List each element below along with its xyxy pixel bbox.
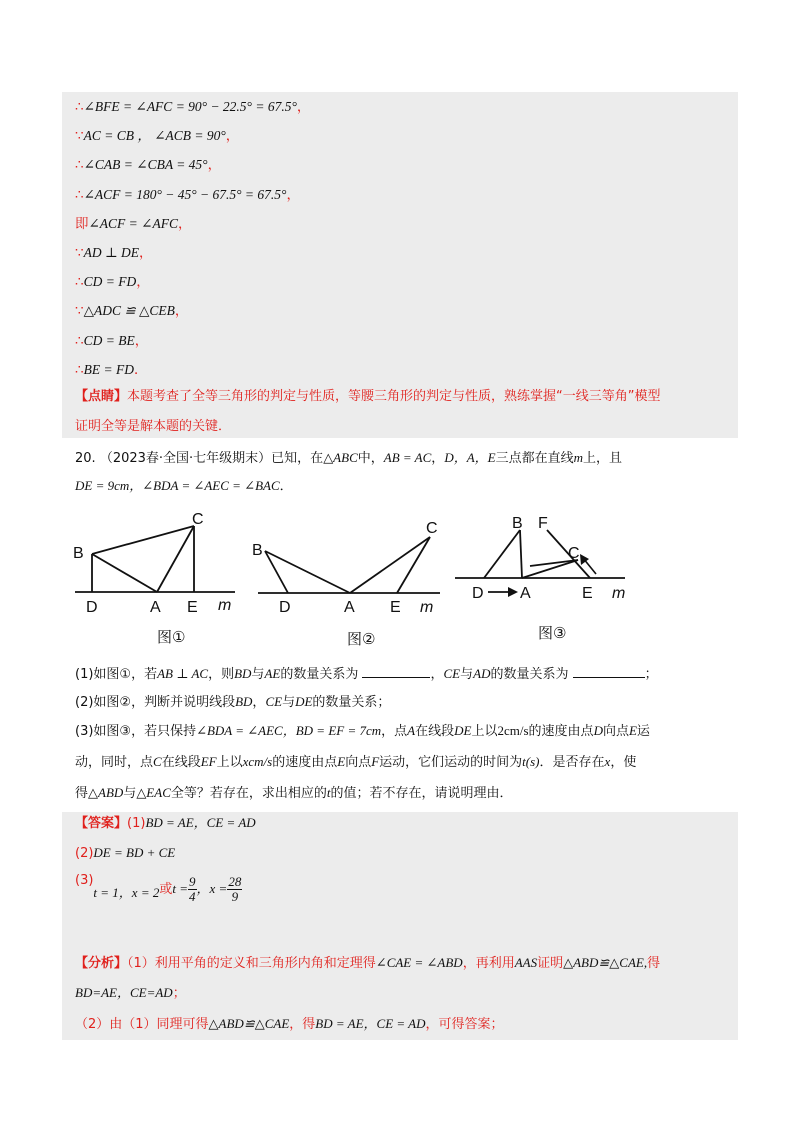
p3-l3-a: 得 (75, 786, 89, 801)
p1-text-b: ，则 (208, 667, 235, 682)
solution-expression: ∠ACF = ∠AFC (88, 215, 178, 231)
p3-l3-t: t (326, 785, 331, 800)
fig3-label-m: m (612, 585, 626, 602)
analysis-l1-expr: ∠CAE = ∠ABD (375, 955, 463, 970)
answer-1: BD = AE，CE = AD (145, 815, 256, 830)
question-conditions: DE = 9cm，∠BDA = ∠AEC = ∠BAC (75, 478, 280, 493)
solution-expression: CD = FD (83, 274, 137, 290)
solution-symbol: ∴ (75, 186, 84, 203)
solution-expression: AC = CB ， ∠ACB = 90° (83, 128, 226, 144)
solution-symbol: 即 (75, 215, 89, 232)
solution-punct: ， (136, 274, 150, 291)
solution-symbol: ∴ (75, 157, 84, 174)
p1-ae: AE (264, 666, 281, 681)
answer-3-x-den: 9 (231, 889, 239, 904)
p3-l1-a: (3)如图③，若只保持 (75, 724, 197, 739)
p3-l1-b: ，点 (381, 724, 408, 739)
p3-l3-t1: △ABD (88, 785, 124, 800)
fig3-label-A: A (520, 585, 531, 602)
fig1-label-C: C (192, 511, 204, 528)
p2-text-d: 的数量关系； (312, 695, 391, 710)
p3-l3-c: 全等？若存在，求出相应的 (170, 786, 327, 801)
analysis-l2-expr: BD=AE，CE=AD (75, 985, 173, 1000)
solution-line (75, 273, 150, 291)
p1-text-a: (1)如图①，若 (75, 667, 158, 682)
answer-2-num: (2) (75, 846, 94, 861)
solution-expression: BE = FD (83, 361, 134, 377)
solution-expression: AD ⊥ DE (83, 245, 140, 260)
analysis-l1-b: ，再利用 (462, 956, 515, 971)
question-line-2 (75, 476, 293, 497)
question-cond: AB = AC (383, 450, 432, 465)
analysis-l1-a: （1）利用平角的定义和三角形内角和定理得 (127, 956, 376, 971)
question-number: 20. (75, 451, 96, 466)
p3-l1-e: 的速度由点 (528, 724, 594, 739)
fig1-label-m: m (218, 597, 232, 614)
p1-cond: AB ⊥ AC (157, 666, 209, 681)
p3-l2-EF: EF (200, 754, 217, 769)
answer-line-2 (75, 844, 175, 863)
fig2-label-D: D (279, 599, 291, 615)
p3-l1-g: 运 (636, 724, 650, 739)
p3-l1-D: D (593, 723, 603, 738)
question-points: D，A，E (444, 450, 496, 465)
p2-ce: CE (265, 694, 283, 709)
part-3-line-2 (75, 752, 636, 773)
question-text-b: ， (431, 451, 445, 466)
answer-line-3 (75, 872, 242, 906)
p3-l1-A: A (407, 723, 416, 738)
solution-symbol: ∴ (75, 274, 84, 291)
solution-line (75, 186, 300, 204)
p3-l1-c: 在线段 (415, 724, 455, 739)
p3-l1-expr: ∠BDA = ∠AEC，BD = EF = 7cm (196, 723, 382, 738)
p3-l2-speed: xcm/s (242, 754, 273, 769)
solution-line (75, 127, 239, 145)
p3-l2-C: C (153, 754, 162, 769)
solution-line (75, 332, 148, 350)
p2-de: DE (295, 694, 313, 709)
answer-tag: 【答案】 (75, 816, 128, 831)
p3-l2-h: ，使 (610, 755, 637, 770)
question-text-c: 三点都在直线 (495, 451, 574, 466)
question-line-1 (75, 448, 622, 469)
solution-symbol: ∵ (75, 303, 84, 320)
solution-expression: △ADC ≌ △CEB (83, 303, 175, 319)
fig3-label-C: C (568, 545, 580, 562)
p3-l3-d: 的值；若不存在，请说明理由． (330, 786, 513, 801)
answer-3-x-num: 28 (228, 874, 242, 889)
solution-expression: ∠BFE = ∠AFC = 90° − 22.5° = 67.5° (83, 99, 297, 114)
p3-l2-d: 的速度由点 (272, 755, 338, 770)
p1-text-d: 的数量关系为 (280, 667, 359, 682)
question-tail: ． (279, 479, 293, 494)
solution-line (75, 215, 191, 233)
answer-3-or: 或 (159, 882, 173, 897)
analysis-l1-d: 得 (647, 956, 661, 971)
p3-l3-t2: △EAC (136, 785, 171, 800)
question-text-a: 中， (357, 451, 384, 466)
p1-text-g: 的数量关系为 (490, 667, 569, 682)
analysis-l2-tail: ； (172, 986, 186, 1001)
figure-1 (70, 508, 240, 618)
solution-line (75, 156, 221, 174)
answer-3-first: t = 1，x = 2 (93, 885, 160, 900)
part-3-line-1 (75, 721, 650, 742)
p3-l1-DE: DE (454, 723, 472, 738)
fig1-label-A: A (150, 599, 161, 616)
fig2-label-C: C (426, 520, 438, 537)
solution-line (75, 361, 147, 379)
dianjing-tag: 【点睛】 (75, 389, 128, 404)
solution-line (75, 244, 153, 262)
figure-2-caption: 图② (347, 630, 376, 648)
solution-expression: ∠CAB = ∠CBA = 45° (83, 157, 208, 173)
analysis-l3-cong: △ABD≌△CAE (208, 1016, 290, 1031)
p3-l2-F: F (371, 754, 380, 769)
solution-symbol: ∴ (75, 99, 84, 115)
p3-l2-e: 向点 (345, 755, 372, 770)
answer-2: DE = BD + CE (93, 845, 176, 860)
dianjing-line-1 (75, 388, 661, 406)
solution-punct: ， (177, 215, 192, 232)
fig3-label-F: F (538, 515, 548, 532)
question-triangle: △ABC (323, 450, 358, 465)
analysis-l3-a: （2）由（1）同理可得 (75, 1017, 209, 1032)
part-1 (75, 664, 658, 685)
solution-punct: ， (174, 303, 189, 320)
analysis-line-1 (75, 954, 660, 973)
p2-text-a: (2)如图②，判断并说明线段 (75, 695, 236, 710)
solution-line (75, 302, 188, 320)
fig1-label-B: B (73, 545, 84, 562)
fig1-label-E: E (187, 599, 198, 616)
p2-text-c: 与 (282, 695, 296, 710)
p3-l1-d: 上以 (471, 724, 498, 739)
analysis-tag: 【分析】 (75, 956, 128, 971)
fig3-label-B: B (512, 515, 523, 532)
analysis-line-2 (75, 984, 186, 1003)
analysis-l1-aas: AAS (514, 955, 538, 970)
figure-1-caption: 图① (157, 628, 186, 646)
p3-l2-c: 上以 (216, 755, 243, 770)
solution-punct: ， (286, 186, 300, 203)
answer-3-num: (3) (75, 873, 94, 888)
fig2-label-E: E (390, 599, 401, 615)
part-2 (75, 692, 390, 713)
p3-l1-E: E (628, 723, 637, 738)
solution-punct: ， (207, 157, 222, 174)
solution-expression: CD = BE (83, 332, 135, 348)
p3-l2-E: E (337, 754, 346, 769)
p3-l3-b: 与 (123, 786, 137, 801)
fig2-label-A: A (344, 599, 355, 615)
analysis-l3-b: ，得 (289, 1017, 316, 1032)
solution-symbol: ∴ (75, 361, 84, 378)
p1-blank-1[interactable] (362, 665, 430, 678)
question-line-m: m (573, 450, 583, 465)
figure-2 (250, 515, 445, 615)
figure-3 (450, 508, 630, 608)
p1-blank-2[interactable] (573, 665, 645, 678)
fig3-label-D: D (472, 585, 484, 602)
answer-3-x: ，x = (196, 881, 228, 896)
solution-line (75, 98, 310, 116)
answer-line-1 (75, 814, 256, 833)
p3-l2-t: t(s) (522, 754, 540, 769)
answer-3-t-den: 4 (189, 889, 196, 904)
dianjing-line-2 (75, 418, 231, 436)
p3-l2-a: 动，同时，点 (75, 755, 154, 770)
fig2-label-m: m (420, 599, 434, 615)
solution-symbol: ∵ (75, 245, 84, 261)
fig3-label-E: E (582, 585, 593, 602)
analysis-l3-expr: BD = AE，CE = AD (315, 1016, 426, 1031)
solution-punct: ． (133, 361, 148, 378)
analysis-line-3 (75, 1015, 504, 1034)
p3-l2-b: 在线段 (161, 755, 201, 770)
answer-1-num: (1) (127, 816, 146, 831)
dianjing-text-1: 本题考查了全等三角形的判定与性质，等腰三角形的判定与性质，熟练掌握“一线三等角”模型 (127, 389, 661, 404)
solution-punct: ， (225, 128, 240, 145)
analysis-l3-c: ，可得答案； (425, 1017, 504, 1032)
answer-3-t: t = (172, 881, 189, 896)
p1-ad: AD (473, 666, 491, 681)
answer-3-x-fraction (227, 875, 242, 904)
fig2-label-B: B (252, 542, 263, 559)
p2-text-b: ， (252, 695, 266, 710)
p1-text-e: ， (430, 667, 444, 682)
question-text-d: 上，且 (583, 451, 623, 466)
p3-l2-g: ．是否存在 (539, 755, 605, 770)
p1-text-c: 与 (251, 667, 265, 682)
p2-bd: BD (235, 694, 253, 709)
dianjing-text-2: 证明全等是解本题的关键． (75, 419, 232, 434)
solution-symbol: ∵ (75, 128, 84, 145)
analysis-l1-cong: △ABD≌△CAE, (563, 955, 648, 970)
figure-3-caption: 图③ (538, 624, 567, 642)
solution-symbol: ∴ (75, 332, 84, 349)
solution-punct: ， (296, 99, 311, 115)
solution-expression: ∠ACF = 180° − 45° − 67.5° = 67.5° (83, 186, 287, 202)
p3-l1-f: 向点 (602, 724, 629, 739)
p3-l2-x: x (604, 754, 611, 769)
p3-l1-speed: 2cm/s (497, 723, 529, 738)
fig1-label-D: D (86, 599, 98, 616)
p1-text-h: ； (644, 667, 658, 682)
p1-bd: BD (234, 666, 252, 681)
p1-ce: CE (443, 666, 461, 681)
analysis-l1-c: 证明 (537, 956, 564, 971)
p3-l2-f: 运动，它们运动的时间为 (379, 755, 523, 770)
part-3-line-3 (75, 783, 513, 804)
p1-text-f: 与 (460, 667, 474, 682)
question-source: （2023春·全国·七年级期末）已知，在 (99, 451, 324, 466)
answer-3-t-fraction (188, 875, 197, 904)
solution-punct: ， (139, 245, 153, 261)
solution-punct: ， (134, 332, 149, 349)
answer-3-t-num: 9 (189, 874, 196, 889)
